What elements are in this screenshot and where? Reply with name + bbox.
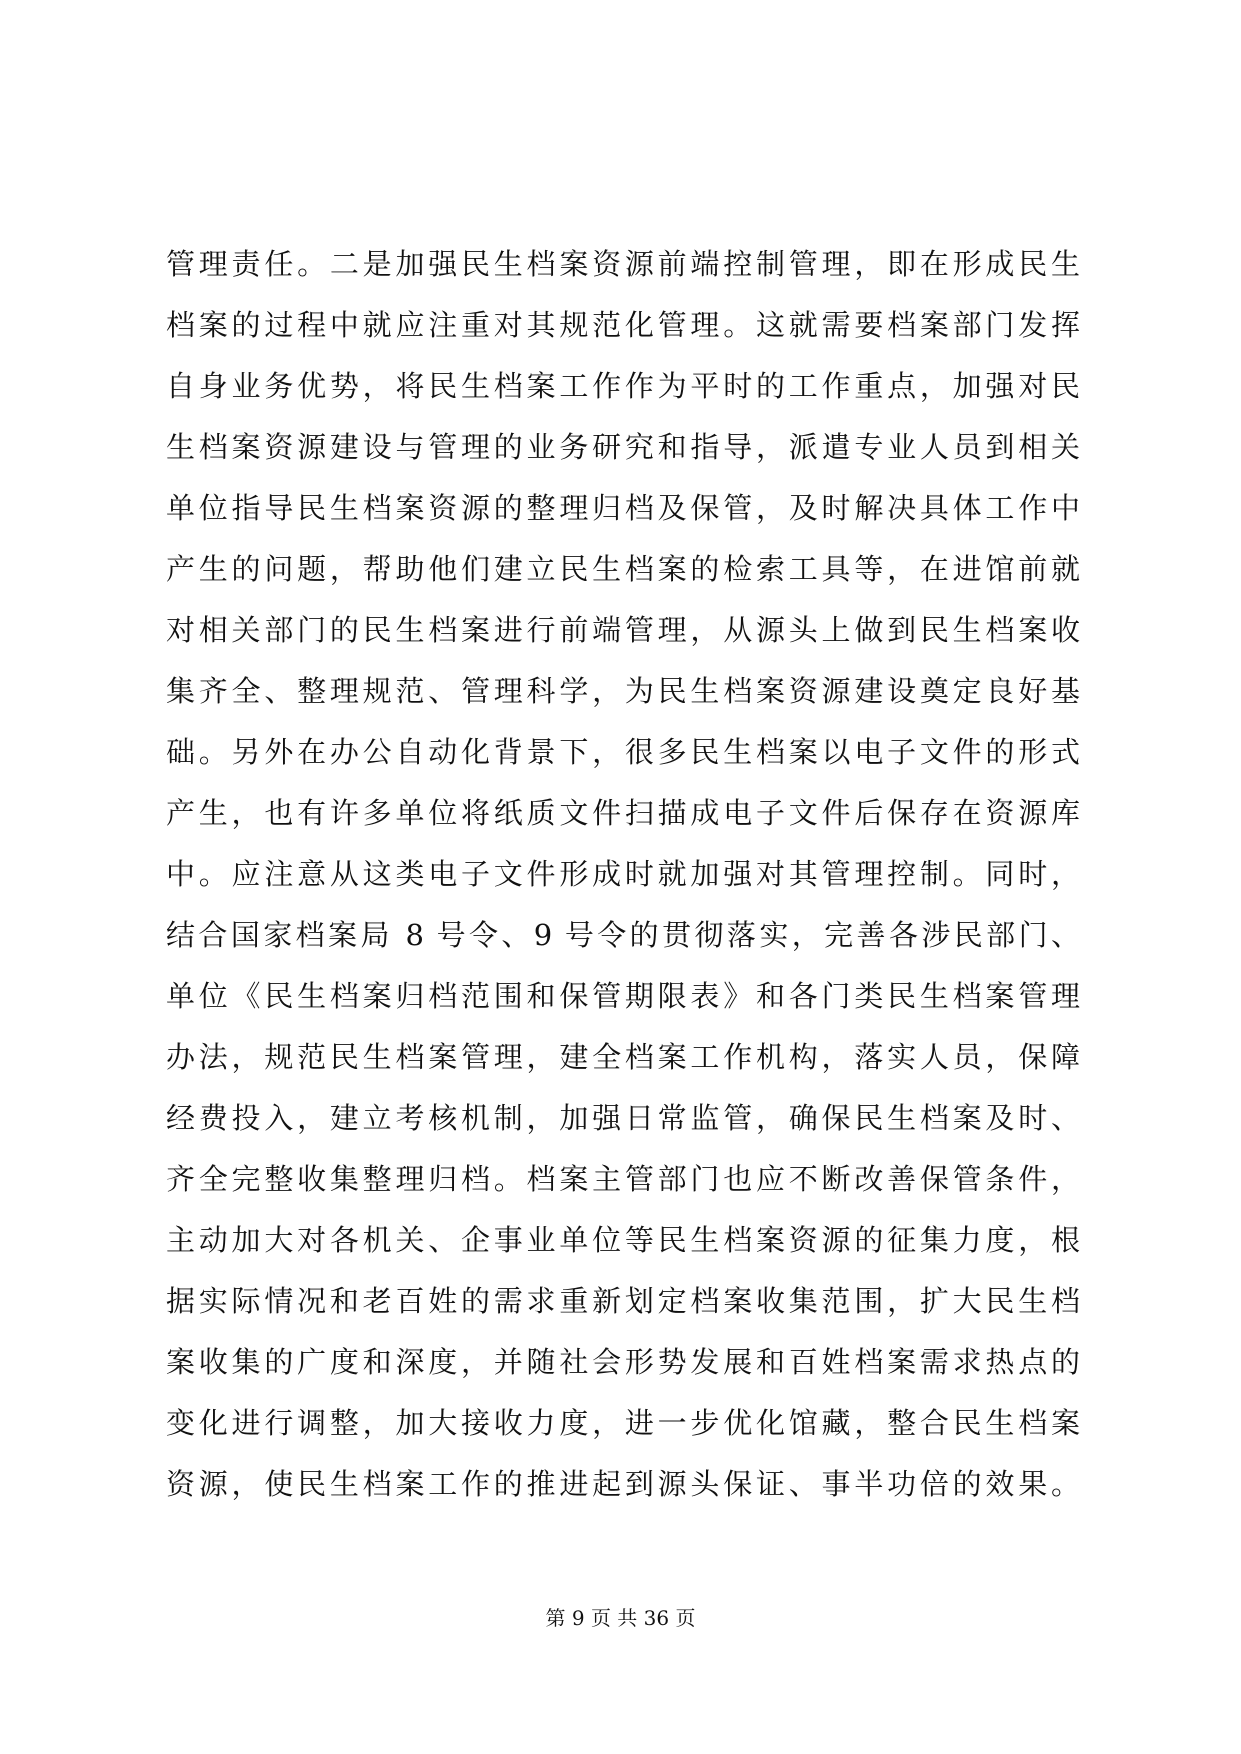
body-text [166, 234, 1080, 1515]
text-line: 齐全完整收集整理归档。档案主管部门也应不断改善保管条件， [166, 1162, 1080, 1196]
text-line: 经费投入，建立考核机制，加强日常监管，确保民生档案及时、 [166, 1101, 1080, 1135]
text-line: 自身业务优势，将民生档案工作作为平时的工作重点，加强对民 [166, 369, 1080, 403]
text-line: 中。应注意从这类电子文件形成时就加强对其管理控制。同时， [166, 857, 1080, 891]
text-line: 办法，规范民生档案管理，建全档案工作机构，落实人员，保障 [166, 1040, 1080, 1074]
text-line: 档案的过程中就应注重对其规范化管理。这就需要档案部门发挥 [166, 308, 1080, 342]
text-line: 据实际情况和老百姓的需求重新划定档案收集范围，扩大民生档 [166, 1284, 1080, 1318]
text-line: 主动加大对各机关、企事业单位等民生档案资源的征集力度，根 [166, 1223, 1080, 1257]
text-line: 资源，使民生档案工作的推进起到源头保证、事半功倍的效果。 [166, 1467, 1080, 1501]
text-line: 变化进行调整，加大接收力度，进一步优化馆藏，整合民生档案 [166, 1406, 1080, 1440]
text-line: 生档案资源建设与管理的业务研究和指导，派遣专业人员到相关 [166, 430, 1080, 464]
text-line: 集齐全、整理规范、管理科学，为民生档案资源建设奠定良好基 [166, 674, 1080, 708]
text-line: 管理责任。二是加强民生档案资源前端控制管理，即在形成民生 [166, 247, 1080, 281]
text-line: 产生，也有许多单位将纸质文件扫描成电子文件后保存在资源库 [166, 796, 1080, 830]
text-line: 础。另外在办公自动化背景下，很多民生档案以电子文件的形式 [166, 735, 1080, 769]
text-line: 对相关部门的民生档案进行前端管理，从源头上做到民生档案收 [166, 613, 1080, 647]
text-line: 案收集的广度和深度，并随社会形势发展和百姓档案需求热点的 [166, 1345, 1080, 1379]
page-number: 第 9 页 共 36 页 [545, 1606, 696, 1630]
text-line: 单位指导民生档案资源的整理归档及保管，及时解决具体工作中 [166, 491, 1080, 525]
text-line: 结合国家档案局 8 号令、9 号令的贯彻落实，完善各涉民部门、 [166, 918, 1080, 952]
text-line: 产生的问题，帮助他们建立民生档案的检索工具等，在进馆前就 [166, 552, 1080, 586]
text-line: 单位《民生档案归档范围和保管期限表》和各门类民生档案管理 [166, 979, 1080, 1013]
